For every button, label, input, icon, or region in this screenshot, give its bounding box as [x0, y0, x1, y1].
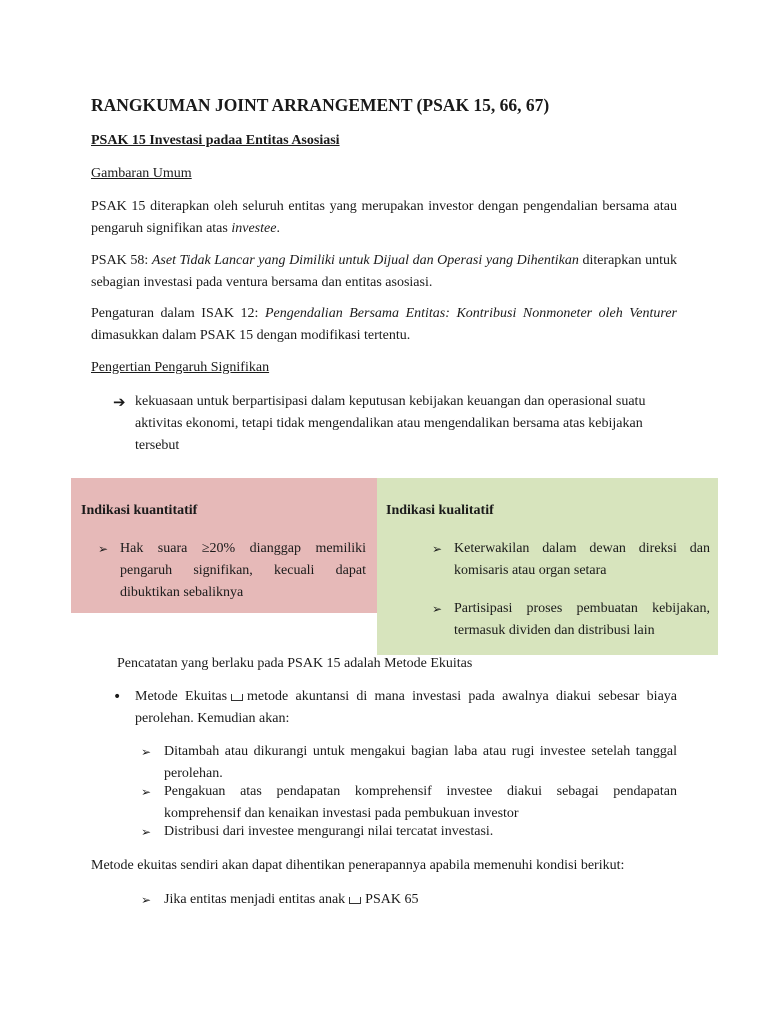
check-arrow-icon: ➢ [98, 542, 109, 556]
bullet-term: Metode Ekuitas [135, 689, 228, 704]
box-heading-quantitative: Indikasi kuantitatif [81, 503, 198, 518]
paragraph-text: . [276, 221, 280, 236]
arrow-list-text: kekuasaan untuk berpartisipasi dalam keputusan kebijakan keuangan dan operasional suatu aktivitas ekonomi, tetapi tidak mengendalikan atau mengendalikan bersama atas kebijakan tersebut [135, 394, 646, 453]
arrow-list-item [113, 391, 673, 457]
bullet-text [135, 686, 677, 730]
check-arrow-icon: ➢ [432, 542, 443, 556]
bullet-dot-icon: • [113, 689, 122, 705]
paragraph-psak58 [91, 250, 677, 294]
equals-sign-icon [231, 694, 243, 701]
arrow-right-icon: ➔ [113, 393, 126, 411]
condition-text: Jika entitas menjadi entitas anak [164, 892, 346, 907]
sub-list-item [141, 781, 677, 825]
sub-list-text: Distribusi dari investee mengurangi nilai tercatat investasi. [164, 824, 494, 839]
sub-list-item [141, 889, 677, 911]
bullet-definition: metode akuntansi di mana investasi pada awalnya diakui sebesar biaya perolehan. Kemudian akan: [135, 689, 677, 726]
box-list-text: Partisipasi proses pembuatan kebijakan, termasuk dividen dan distribusi lain [454, 601, 710, 638]
box-list-item [98, 538, 366, 604]
paragraph-text: PSAK 58: [91, 253, 152, 268]
sub-list-text: Ditambah atau dikurangi untuk mengakui bagian laba atau rugi investee setelah tanggal perolehan. [164, 744, 677, 781]
paragraph-pencatatan: Pencatatan yang berlaku pada PSAK 15 adalah Metode Ekuitas [117, 656, 473, 671]
bullet-list-item [113, 686, 677, 730]
equals-sign-icon [349, 897, 361, 904]
sub-list-text: Pengakuan atas pendapatan komprehensif investee diakui sebagai pendapatan komprehensif dan kenaikan investasi pada pembukuan investor [164, 784, 677, 821]
paragraph-psak15 [91, 196, 677, 240]
section-heading-pengertian: Pengertian Pengaruh Signifikan [91, 360, 270, 375]
document-subtitle: PSAK 15 Investasi padaa Entitas Asosiasi [91, 133, 340, 148]
check-arrow-icon: ➢ [141, 745, 152, 759]
condition-reference: PSAK 65 [365, 892, 419, 907]
qualitative-indication-box [377, 478, 718, 655]
check-arrow-icon: ➢ [141, 893, 152, 907]
quantitative-indication-box [71, 478, 377, 613]
section-heading-gambaran-umum: Gambaran Umum [91, 166, 192, 181]
paragraph-text: Pengaturan dalam ISAK 12: [91, 306, 265, 321]
paragraph-text: diterapkan untuk sebagian investasi pada ventura bersama dan entitas asosiasi. [91, 253, 677, 290]
sub-list-item [141, 741, 677, 785]
box-list-text: Keterwakilan dalam dewan direksi dan komisaris atau organ setara [454, 541, 710, 578]
paragraph-italic: Pengendalian Bersama Entitas: Kontribusi Nonmoneter oleh Venturer [264, 306, 677, 321]
check-arrow-icon: ➢ [141, 785, 152, 799]
box-list-text: Hak suara ≥20% dianggap memiliki pengaruh signifikan, kecuali dapat dibuktikan sebaliknya [120, 541, 366, 600]
paragraph-isak12 [91, 303, 677, 347]
check-arrow-icon: ➢ [432, 602, 443, 616]
paragraph-italic: investee [231, 221, 277, 236]
paragraph-text: PSAK 15 diterapkan oleh seluruh entitas yang merupakan investor dengan pengendalian bersama atau pengaruh signifikan atas [91, 199, 677, 236]
document-title: RANGKUMAN JOINT ARRANGEMENT (PSAK 15, 66, 67) [91, 95, 550, 115]
paragraph-text: dimasukkan dalam PSAK 15 dengan modifikasi tertentu. [91, 328, 411, 343]
paragraph-penghentian: Metode ekuitas sendiri akan dapat dihentikan penerapannya apabila memenuhi kondisi berikut: [91, 858, 625, 873]
sub-list-text [164, 889, 677, 911]
paragraph-italic: Aset Tidak Lancar yang Dimiliki untuk Dijual dan Operasi yang Dihentikan [151, 253, 579, 268]
sub-list-item [141, 821, 677, 843]
check-arrow-icon: ➢ [141, 825, 152, 839]
box-list-item [432, 598, 710, 642]
box-list-item [432, 538, 710, 582]
box-heading-qualitative: Indikasi kualitatif [386, 503, 494, 518]
